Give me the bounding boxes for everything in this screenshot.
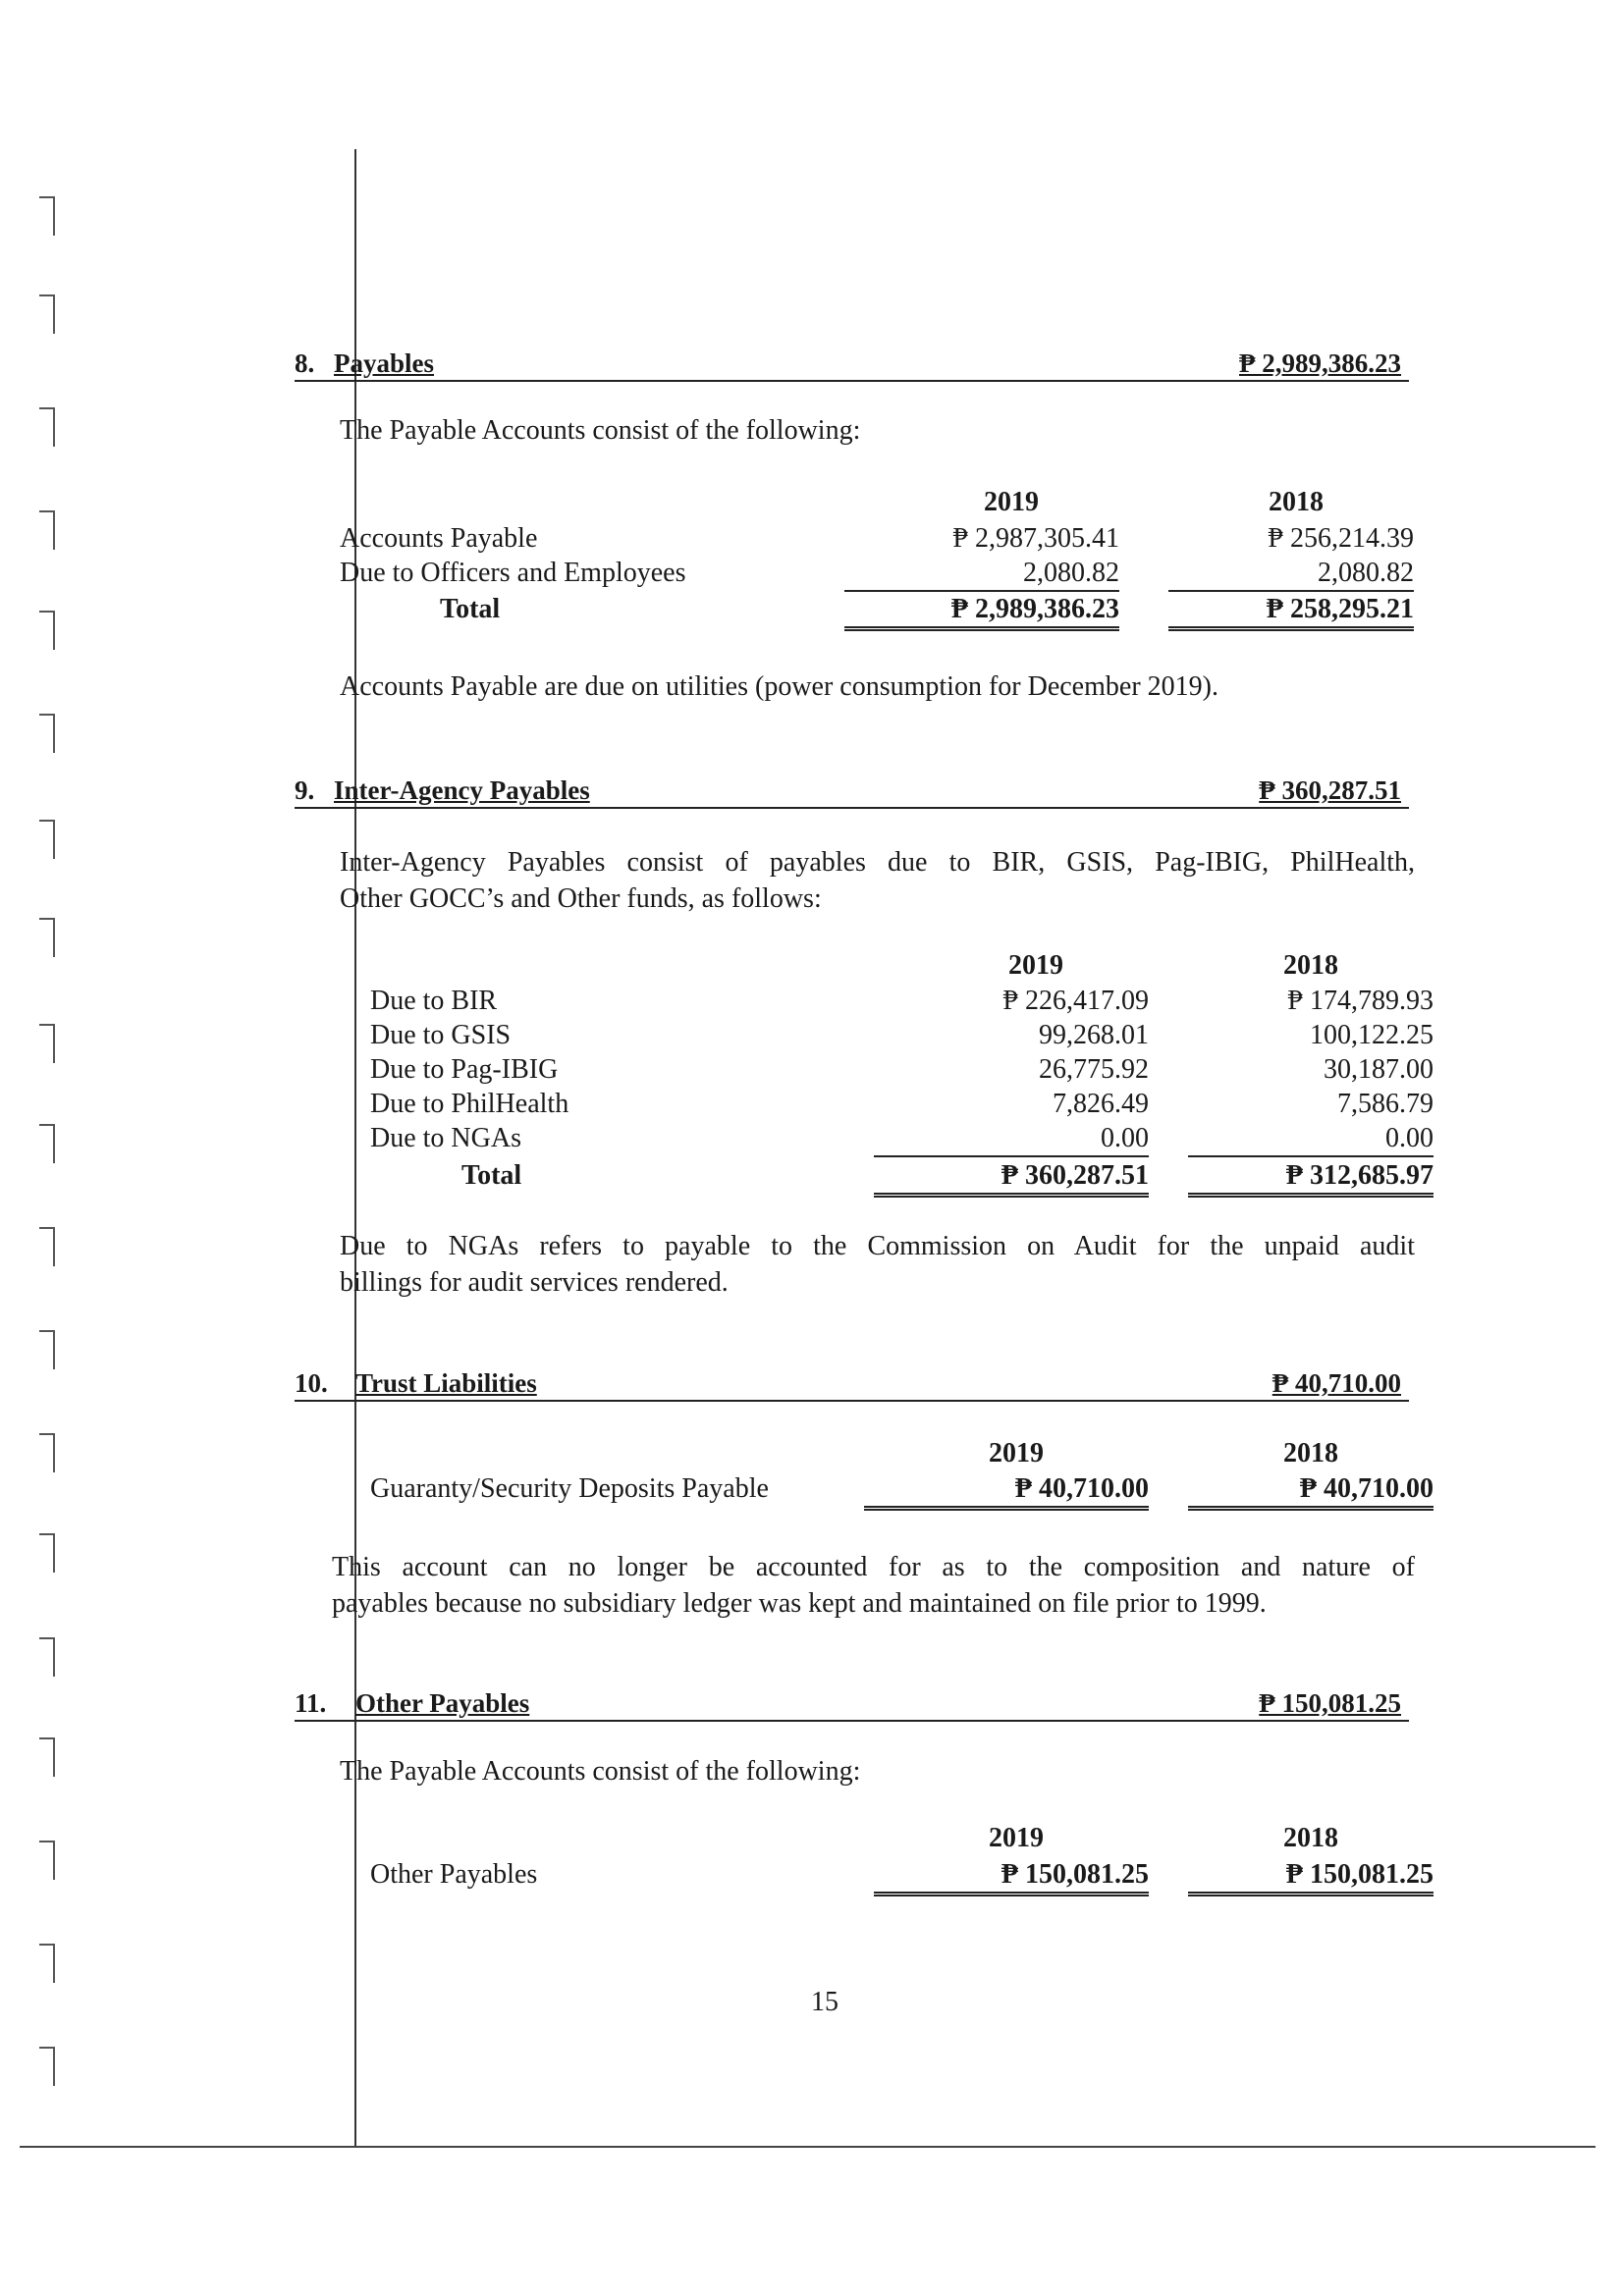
- total-value-2018: ₱ 312,685.97: [1188, 1159, 1434, 1198]
- row-value-2018: ₱ 174,789.93: [1287, 986, 1434, 1016]
- binder-hook: [39, 918, 55, 957]
- section-8-header: [295, 348, 1409, 382]
- section-number: 10.: [295, 1368, 328, 1398]
- row-value-2018: 100,122.25: [1310, 1020, 1434, 1050]
- binder-hook: [39, 1227, 55, 1266]
- total-value-2018: ₱ 258,295.21: [1168, 593, 1414, 631]
- row-label: Other Payables: [370, 1859, 538, 1890]
- year-2019-heading: 2019: [989, 1823, 1044, 1853]
- binder-hook: [39, 1737, 55, 1777]
- binder-hook: [39, 1944, 55, 1983]
- section-11-header: [295, 1688, 1409, 1722]
- row-label: Guaranty/Security Deposits Payable: [370, 1473, 769, 1504]
- row-value-2018: ₱ 40,710.00: [1188, 1472, 1434, 1511]
- section-10-note-line-1: This account can no longer be accounted for as to the composition and nature of: [332, 1552, 1415, 1582]
- binder-hook: [39, 196, 55, 236]
- row-label: Due to Officers and Employees: [340, 558, 686, 588]
- binder-hook: [39, 407, 55, 447]
- section-amount: ₱ 150,081.25: [1259, 1688, 1401, 1718]
- binder-hook: [39, 611, 55, 650]
- section-9-note-line-2: billings for audit services rendered.: [340, 1267, 729, 1298]
- year-2019-heading: 2019: [984, 487, 1039, 517]
- row-label: Due to PhilHealth: [370, 1089, 569, 1119]
- section-amount: ₱ 40,710.00: [1271, 1368, 1401, 1398]
- year-2019-heading: 2019: [1008, 950, 1063, 981]
- row-label: Accounts Payable: [340, 523, 538, 554]
- section-10-header: [295, 1368, 1409, 1402]
- row-value-2019: ₱ 2,987,305.41: [952, 523, 1119, 554]
- year-2018-heading: 2018: [1283, 950, 1338, 981]
- section-9-intro-line-2: Other GOCC’s and Other funds, as follows:: [340, 883, 822, 914]
- section-10-note-line-2: payables because no subsidiary ledger was kept and maintained on file prior to 1999.: [332, 1588, 1267, 1619]
- row-value-2018: 7,586.79: [1337, 1089, 1434, 1119]
- binder-hook: [39, 1124, 55, 1163]
- binder-hook: [39, 1330, 55, 1369]
- binder-hook: [39, 714, 55, 753]
- row-value-2019: 99,268.01: [1039, 1020, 1149, 1050]
- section-9-header: [295, 775, 1409, 809]
- year-2018-heading: 2018: [1283, 1823, 1338, 1853]
- row-value-2018: 0.00: [1188, 1122, 1434, 1157]
- section-amount: ₱ 2,989,386.23: [1239, 348, 1401, 378]
- section-title: Other Payables: [355, 1688, 530, 1718]
- section-title: Inter-Agency Payables: [334, 775, 590, 805]
- row-value-2018: 2,080.82: [1168, 557, 1414, 592]
- binder-hook: [39, 2047, 55, 2086]
- total-value-2019: ₱ 2,989,386.23: [844, 593, 1119, 631]
- row-value-2018: 30,187.00: [1324, 1054, 1434, 1085]
- section-9-note-line-1: Due to NGAs refers to payable to the Commission on Audit for the unpaid audit: [340, 1231, 1415, 1261]
- total-value-2019: ₱ 360,287.51: [874, 1159, 1149, 1198]
- year-2018-heading: 2018: [1269, 487, 1324, 517]
- section-9-intro-line-1: Inter-Agency Payables consist of payables due to BIR, GSIS, Pag-IBIG, PhilHealth,: [340, 847, 1415, 878]
- binder-hook: [39, 820, 55, 859]
- row-value-2019: ₱ 226,417.09: [1002, 986, 1149, 1016]
- binder-hook: [39, 510, 55, 550]
- section-title: Trust Liabilities: [355, 1368, 537, 1398]
- section-number: 11.: [295, 1688, 327, 1718]
- row-label: Due to BIR: [370, 986, 498, 1016]
- year-2019-heading: 2019: [989, 1438, 1044, 1468]
- row-label: Due to GSIS: [370, 1020, 512, 1050]
- total-label: Total: [440, 594, 501, 624]
- section-8-intro: The Payable Accounts consist of the following:: [340, 415, 861, 446]
- row-label: Due to NGAs: [370, 1123, 521, 1153]
- total-label: Total: [461, 1160, 522, 1191]
- row-value-2019: 2,080.82: [844, 557, 1119, 592]
- binder-hook: [39, 1024, 55, 1063]
- binder-hook: [39, 1637, 55, 1677]
- page-number: 15: [811, 1987, 839, 2017]
- margin-rule: [354, 149, 356, 2147]
- row-value-2019: 26,775.92: [1039, 1054, 1149, 1085]
- binder-hook: [39, 1533, 55, 1573]
- row-value-2018: ₱ 256,214.39: [1268, 523, 1414, 554]
- binder-hook: [39, 294, 55, 334]
- row-value-2018: ₱ 150,081.25: [1188, 1858, 1434, 1896]
- section-number: 9.: [295, 775, 315, 805]
- row-label: Due to Pag-IBIG: [370, 1054, 559, 1085]
- section-amount: ₱ 360,287.51: [1259, 775, 1401, 805]
- binder-hook: [39, 1841, 55, 1880]
- row-value-2019: ₱ 150,081.25: [874, 1858, 1149, 1896]
- section-number: 8.: [295, 348, 315, 378]
- row-value-2019: 7,826.49: [1053, 1089, 1149, 1119]
- section-title: Payables: [334, 348, 435, 378]
- page-bottom-rule: [20, 2146, 1596, 2148]
- section-8-note: Accounts Payable are due on utilities (power consumption for December 2019).: [340, 671, 1218, 702]
- row-value-2019: ₱ 40,710.00: [864, 1472, 1149, 1511]
- binder-hook: [39, 1433, 55, 1472]
- row-value-2019: 0.00: [874, 1122, 1149, 1157]
- section-11-intro: The Payable Accounts consist of the following:: [340, 1756, 861, 1787]
- year-2018-heading: 2018: [1283, 1438, 1338, 1468]
